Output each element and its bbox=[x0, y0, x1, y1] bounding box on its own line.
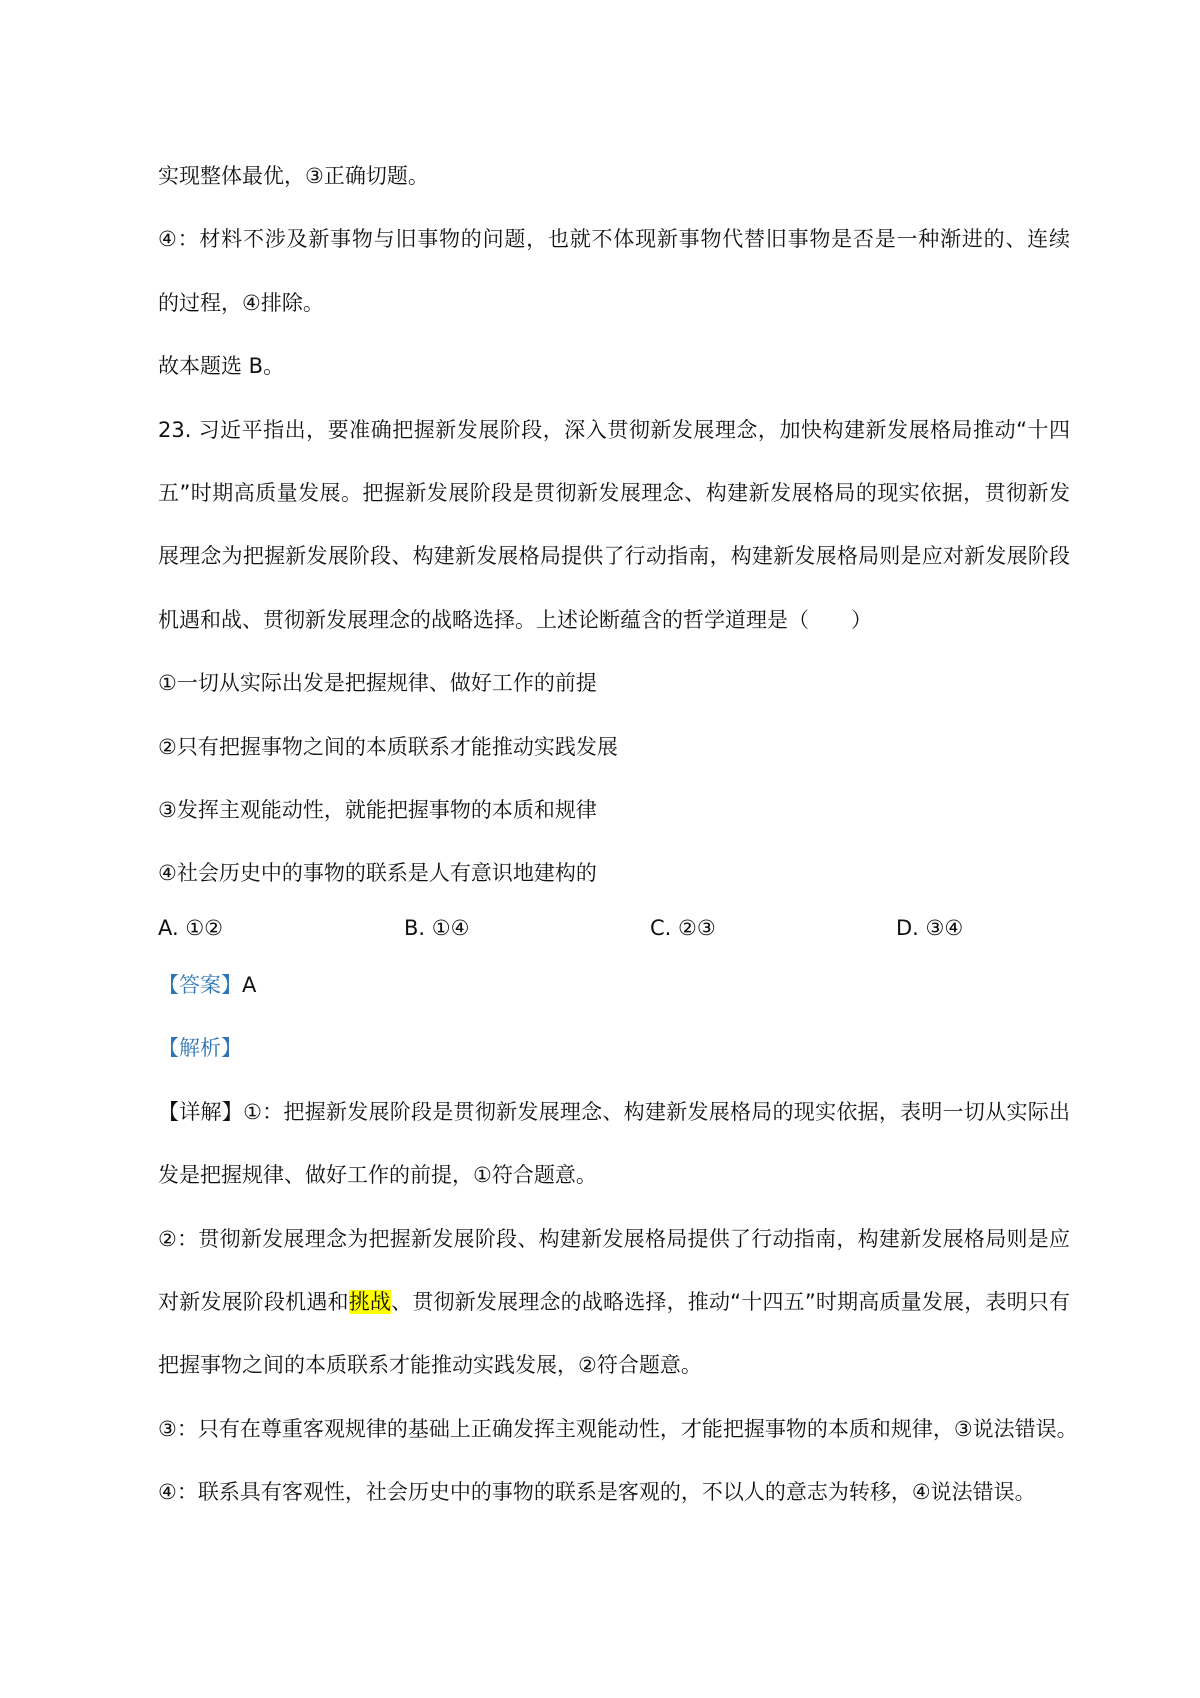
option-a: A. ①② bbox=[158, 916, 223, 940]
analysis-tag: 【解析】 bbox=[158, 1036, 242, 1060]
prev-answer-line-2: ④：材料不涉及新事物与旧事物的问题，也就不体现新事物代替旧事物是否是一种渐进的、连续 bbox=[158, 227, 1070, 251]
detail-line-4 bbox=[158, 1287, 1070, 1317]
option-d: D. ③④ bbox=[896, 916, 964, 940]
question-stem-line-1: 23. 习近平指出，要准确把握新发展阶段，深入贯彻新发展理念，加快构建新发展格局推动“十四 bbox=[158, 418, 1070, 442]
detail-line-4-post: 、贯彻新发展理念的战略选择，推动“十四五”时期高质量发展，表明只有 bbox=[391, 1290, 1071, 1314]
statement-2: ②只有把握事物之间的本质联系才能推动实践发展 bbox=[158, 735, 618, 759]
prev-answer-line-3: 的过程，④排除。 bbox=[158, 291, 324, 315]
statement-3: ③发挥主观能动性，就能把握事物的本质和规律 bbox=[158, 798, 597, 822]
detail-line-4-pre: 对新发展阶段机遇和 bbox=[158, 1290, 349, 1314]
question-stem-line-2: 五”时期高质量发展。把握新发展阶段是贯彻新发展理念、构建新发展格局的现实依据，贯彻新发 bbox=[158, 481, 1070, 505]
question-stem-line-4: 机遇和战、贯彻新发展理念的战略选择。上述论断蕴含的哲学道理是（ ） bbox=[158, 608, 872, 632]
prev-answer-conclusion: 故本题选 B。 bbox=[158, 354, 285, 378]
answer-tag: 【答案】 bbox=[158, 973, 242, 997]
detail-line-1: 【详解】①：把握新发展阶段是贯彻新发展理念、构建新发展格局的现实依据，表明一切从实际出 bbox=[158, 1100, 1070, 1124]
highlighted-word: 挑战 bbox=[348, 1290, 392, 1314]
answer-line bbox=[158, 970, 256, 1000]
option-b: B. ①④ bbox=[404, 916, 470, 940]
option-c: C. ②③ bbox=[650, 916, 716, 940]
detail-line-5: 把握事物之间的本质联系才能推动实践发展，②符合题意。 bbox=[158, 1353, 702, 1377]
statement-1: ①一切从实际出发是把握规律、做好工作的前提 bbox=[158, 671, 597, 695]
detail-line-6: ③：只有在尊重客观规律的基础上正确发挥主观能动性，才能把握事物的本质和规律，③说法错误。 bbox=[158, 1417, 1078, 1441]
statement-4: ④社会历史中的事物的联系是人有意识地建构的 bbox=[158, 861, 597, 885]
answer-value: A bbox=[242, 973, 257, 997]
detail-line-2: 发是把握规律、做好工作的前提，①符合题意。 bbox=[158, 1163, 597, 1187]
question-stem-line-3: 展理念为把握新发展阶段、构建新发展格局提供了行动指南，构建新发展格局则是应对新发展阶段 bbox=[158, 544, 1070, 568]
prev-answer-line-1: 实现整体最优，③正确切题。 bbox=[158, 164, 429, 188]
detail-line-3: ②：贯彻新发展理念为把握新发展阶段、构建新发展格局提供了行动指南，构建新发展格局则是应 bbox=[158, 1227, 1070, 1251]
detail-line-7: ④：联系具有客观性，社会历史中的事物的联系是客观的，不以人的意志为转移，④说法错误。 bbox=[158, 1480, 1036, 1504]
